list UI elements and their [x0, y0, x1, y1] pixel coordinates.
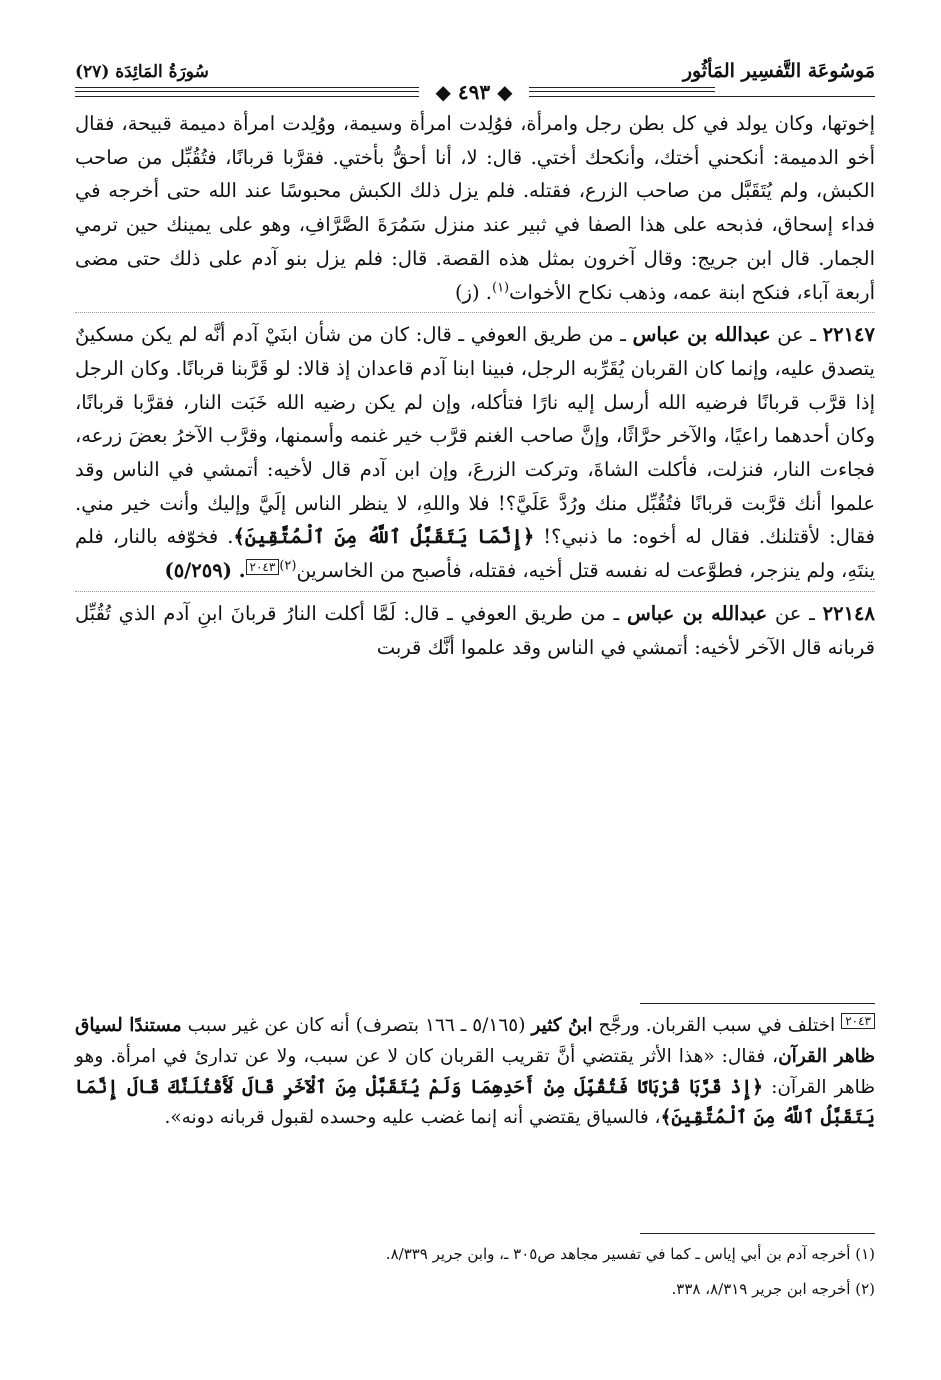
- commentary-segment: ، فقال: «هذا الأثر يقتضي أنَّ تقريب القربان كان لا عن سبب، ولا عن تدارئ في امرأة. وهو ظاهر القرآن:: [75, 1045, 875, 1098]
- commentary-ref-box: ٢٠٤٣: [841, 1013, 875, 1029]
- commentary-segment: (٥/١٦٥ ـ ١٦٦ بتصرف) أنه كان عن غير سبب: [181, 1015, 532, 1036]
- paragraph-separator: [75, 591, 875, 593]
- scholar-name: ابنُ كثير: [531, 1015, 593, 1036]
- narration-number: ٢٢١٤٧: [822, 323, 876, 347]
- narration-text: . فخوّفه بالنار، فلم ينتَهِ، ولم ينزجر، فطوَّعت له نفسه قتل أخيه، فقتله، فأصبح من الخاسرين: [75, 525, 875, 583]
- book-title: مَوسُوعَة التَّفسِير المَأثُور: [682, 60, 875, 82]
- page-header: [75, 58, 875, 102]
- footnote-1: (١) أخرجه آدم بن أبي إياس ـ كما في تفسير مجاهد ص٣٠٥ ـ، وابن جرير ٨/٣٣٩.: [385, 1245, 875, 1263]
- paragraph-continuation: [75, 107, 875, 309]
- commentary-ref-box: ٢٠٤٣: [246, 559, 280, 575]
- quran-verse: ﴿إِذْ قَرَّبَا قُرْبَانًا فَتُقُبِّلَ مِنْ أَحَدِهِمَا وَلَمْ يُتَقَبَّلْ مِنَ ٱلْآخَرِ قَالَ لَأَقْتُلَنَّكَ قَالَ إِنَّمَا يَتَقَبَّلُ ٱللَّهُ مِنَ ٱلْمُتَّقِينَ﴾: [75, 1076, 875, 1129]
- surah-title: سُورَةُ المَائِدَة (٢٧): [75, 62, 209, 82]
- narration-text: ـ من طريق العوفي ـ قال: لَمَّا أكلت النارُ قربانَ ابنِ آدم الذي تُقُبِّل قربانه قال الآخر لأخيه: أتمشي في الناس وقد علموا أنَّك قربت: [75, 601, 875, 659]
- narrator-name: عبدالله بن عباس: [632, 323, 771, 347]
- narrator-name: عبدالله بن عباس: [626, 601, 768, 625]
- main-text: [75, 107, 875, 664]
- header-rule: [75, 91, 715, 92]
- paragraph-separator: [75, 312, 875, 314]
- page-number-value: ٤٩٣: [457, 80, 491, 104]
- commentary-segment: ، فالسياق يقتضي أنه إنما غضب عليه وحسده لقبول قربانه دونه».: [164, 1107, 661, 1129]
- footnote-rule: [640, 1233, 875, 1234]
- commentary-segment: اختلف في سبب القربان. ورجَّح: [592, 1015, 842, 1036]
- quran-verse: ﴿إِنَّمَا يَتَقَبَّلُ ٱللَّهُ مِنَ ٱلْمُتَّقِينَ﴾: [233, 525, 535, 549]
- header-rule: [75, 87, 715, 88]
- footnote-ref: (١): [491, 280, 510, 296]
- source-tag: . (ز): [454, 280, 492, 304]
- bold-phrase: مستندًا لسياق ظاهر القرآن: [75, 1015, 875, 1067]
- page-number: ◆ ٤٩٣ ◆: [419, 80, 529, 104]
- commentary-text: [75, 1011, 875, 1134]
- source-tag: . (٥/٢٥٩): [164, 559, 246, 583]
- commentary-rule: [640, 1003, 875, 1004]
- narration-22147: [75, 318, 875, 588]
- narration-connector: ـ عن: [767, 601, 823, 625]
- paragraph-text: إخوتها، وكان يولد في كل بطن رجل وامرأة، فوُلِدت امرأة وسيمة، ووُلِدت امرأة دميمة قبيحة، فقال أخو الدميمة: أنكحني أختك، وأنكحك أختي. قال: لا، أنا أحقُّ بأختي. فقرَّبا قربانًا، فتُقُبِّل من صاحب الكبش، ولم يُتَقَبَّل من صاحب الزرع، فقتله. فلم يزل ذلك الكبش محبوسًا عند الله حتى أخرجه في فداء إسحاق، فذبحه على هذا الصفا في ثبير عند منزل سَمُرَةَ الصَّرَّافِ، وهو على يمينك حين ترمي الجمار. قال ابن جريج: وقال آخرون بمثل هذه القصة. قال: فلم يزل بنو آدم على ذلك حتى مضى أربعة آباء، فنكح ابنة عمه، وذهب نكاح الأخوات: [75, 112, 875, 304]
- narration-number: ٢٢١٤٨: [822, 601, 875, 625]
- footnote-ref: (٢): [279, 558, 297, 574]
- footnote-2: (٢) أخرجه ابن جرير ٨/٣١٩، ٣٣٨.: [671, 1280, 875, 1298]
- narration-text: ـ من طريق العوفي ـ قال: كان من شأن ابنَيْ آدم أنَّه لم يكن مسكينٌ يتصدق عليه، وإنما كان القربان يُقَرِّبه الرجل، فبينا ابنا آدم قاعدان إذ قالا: لو قَرَّبنا قربانًا. وكان الرجل إذا قرَّب قربانًا فرضيه الله أرسل إليه نارًا فتأكله، وإن لم يكن رضيه الله خَبَت النار، فقرَّبا قربانًا، وكان أحدهما راعيًا، والآخر حرَّاثًا، وإنَّ صاحب الغنم قرَّب خير غنمه وأسمنها، وقرَّب الآخرُ بعضَ زرعه، فجاءت النار، فنزلت، فأكلت الشاةَ، وتركت الزرعَ، وإن ابن آدم قال لأخيه: أتمشي في الناس وقد علموا أنك قرَّبت قربانًا فتُقُبِّل منك ورُدَّ عَلَيَّ؟! فلا واللهِ، لا ينظر الناس إلَيَّ وإليك وأنت خير مني. فقال: لأقتلنك. فقال له أخوه: ما ذنبي؟!: [75, 323, 875, 549]
- narration-22148: [75, 597, 875, 664]
- narration-connector: ـ عن: [770, 323, 823, 347]
